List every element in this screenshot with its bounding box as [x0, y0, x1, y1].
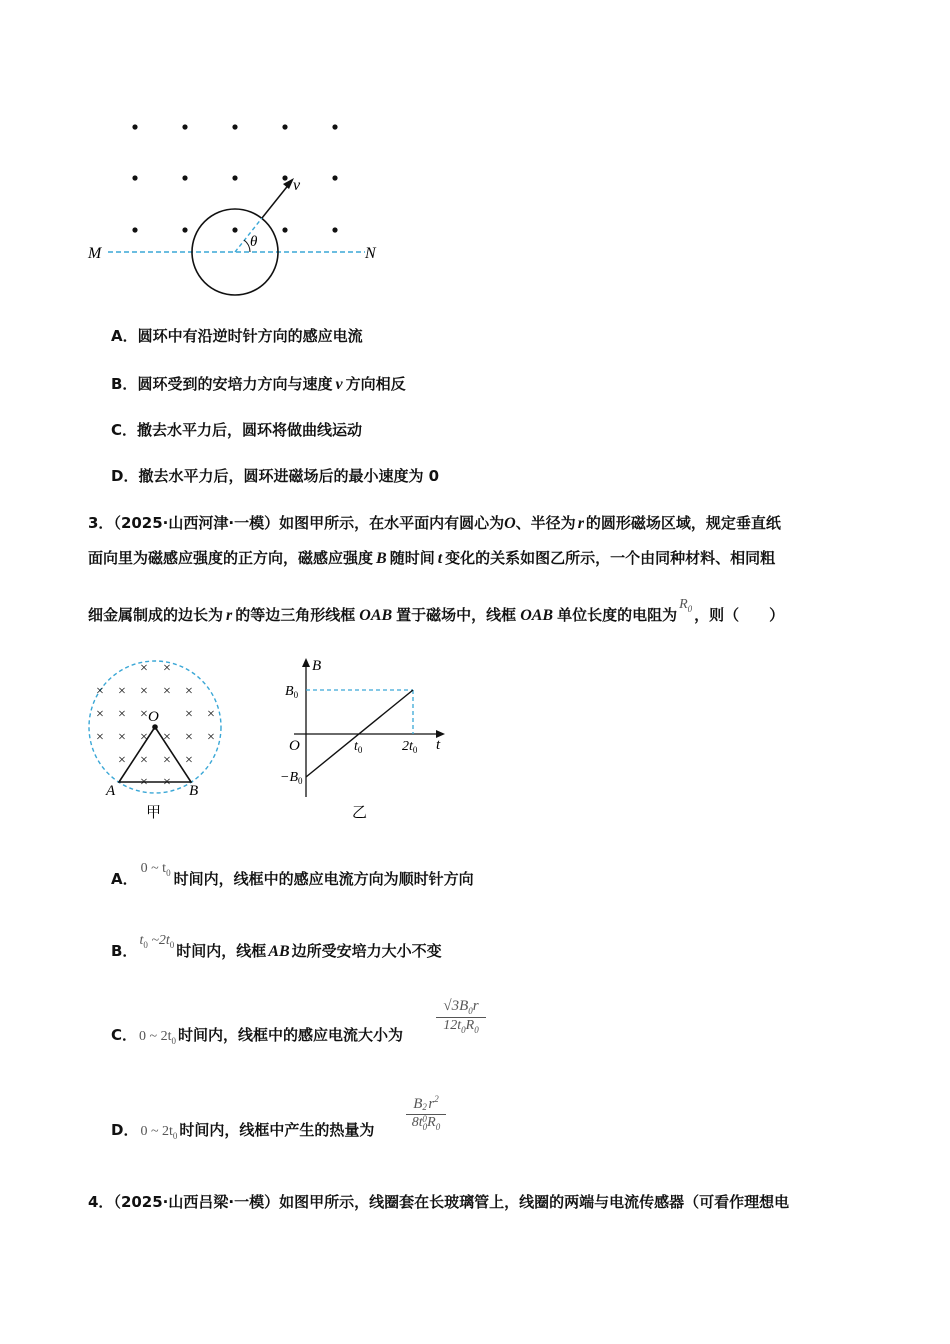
- stem-text: 如图甲所示，在水平面内有圆心为: [279, 514, 505, 532]
- math-text: ~2t: [147, 933, 170, 948]
- stem-text: 的等边三角形线框: [235, 606, 356, 624]
- stem-text: 如图甲所示，线圈套在长玻璃管上，线圈的两端与电流传感器（可看作理想电: [279, 1193, 790, 1211]
- fraction-denominator: [436, 1018, 486, 1035]
- math-text: 0 ~ 2t: [140, 1124, 173, 1139]
- svg-text:×: ×: [207, 707, 215, 722]
- stem-text: 细金属制成的边长为: [88, 606, 224, 624]
- figure-yi-graph: [282, 655, 452, 825]
- stem-text: 置于磁场中，线框: [396, 606, 517, 624]
- svg-text:×: ×: [96, 707, 104, 722]
- stem-text: 单位长度的电阻为: [557, 606, 678, 624]
- frac-text: r: [428, 1096, 435, 1112]
- frac-sub: 0: [468, 1006, 473, 1016]
- math-sub: 0: [169, 939, 175, 950]
- label-n: N: [365, 245, 376, 262]
- frac-sub: 0: [474, 1024, 479, 1035]
- var-b: B: [376, 550, 387, 567]
- q3-line-1: [88, 512, 781, 533]
- option-text: 撤去水平力后，圆环将做曲线运动: [137, 421, 363, 439]
- fraction-d: [406, 1094, 446, 1132]
- question-source: （2025·山西河津·一模）: [113, 514, 280, 532]
- fraction-c: [436, 998, 486, 1035]
- option-text: 方向相反: [345, 375, 406, 393]
- fraction-numerator: [436, 998, 486, 1018]
- q3-option-b: [111, 933, 442, 962]
- question-number: 4．: [88, 1193, 114, 1211]
- var-t: t: [437, 550, 443, 567]
- math-text: t: [139, 933, 144, 948]
- svg-text:×: ×: [96, 730, 104, 745]
- figure-jia: [82, 655, 232, 825]
- svg-text:×: ×: [163, 753, 171, 768]
- frac-sup: 2: [434, 1094, 439, 1104]
- math-expr: [138, 1124, 179, 1139]
- stem-text: 的圆形磁场区域，规定垂直纸: [585, 514, 781, 532]
- svg-text:×: ×: [185, 684, 193, 699]
- option-letter: A．: [111, 870, 138, 888]
- question-number: 3．: [88, 514, 114, 532]
- q3-line-2: [88, 547, 775, 568]
- r0-symbol: [677, 597, 694, 612]
- origin-label: O: [289, 738, 300, 754]
- svg-text:×: ×: [140, 661, 148, 676]
- frac-sup: 2: [422, 1102, 427, 1112]
- option-letter: D．: [111, 1121, 139, 1139]
- svg-text:×: ×: [118, 684, 126, 699]
- frac-text: R: [465, 1018, 475, 1033]
- velocity-arrow: [262, 183, 290, 218]
- radius-dashed: [235, 218, 262, 252]
- var-r: r: [577, 515, 584, 532]
- q3-option-d: [111, 1119, 374, 1141]
- q2-option-b: [111, 373, 406, 394]
- label-v: v: [293, 177, 301, 194]
- q4-line-1: [88, 1191, 789, 1212]
- q2-option-d: [111, 465, 439, 486]
- triangle-frame-oab: [119, 727, 191, 782]
- stem-text: 随时间: [389, 549, 435, 567]
- frac-sub: 0: [435, 1121, 441, 1132]
- svg-text:×: ×: [207, 730, 215, 745]
- q2-option-c: [111, 419, 362, 440]
- option-text: 时间内，线框中产生的热量为: [179, 1121, 375, 1139]
- svg-text:×: ×: [118, 707, 126, 722]
- option-letter: D．: [111, 467, 139, 485]
- frac-sub: 0: [422, 1114, 427, 1124]
- question-source: （2025·山西吕梁·一模）: [113, 1193, 280, 1211]
- svg-text:×: ×: [140, 707, 148, 722]
- tick-label-neg-b0: $-B_0$: [280, 770, 303, 786]
- var-r: r: [226, 607, 233, 624]
- r0-letter: R: [679, 597, 688, 612]
- label-b: B: [189, 783, 199, 799]
- var-o: O: [504, 515, 516, 532]
- frac-sub: 0: [461, 1024, 466, 1035]
- label-m: M: [88, 245, 102, 262]
- axis-label-b: B: [312, 658, 322, 674]
- svg-text:×: ×: [140, 730, 148, 745]
- option-text: 圆环中有沿逆时针方向的感应电流: [137, 327, 363, 345]
- label-o: O: [148, 709, 159, 725]
- svg-text:×: ×: [140, 753, 148, 768]
- option-letter: C．: [111, 1026, 138, 1044]
- var-v: v: [335, 376, 343, 393]
- frac-text: √3B: [443, 998, 469, 1014]
- frac-text: r: [472, 998, 479, 1014]
- option-text: 时间内，线框中的感应电流大小为: [177, 1026, 403, 1044]
- svg-text:×: ×: [140, 775, 148, 790]
- svg-text:×: ×: [163, 661, 171, 676]
- q2-option-a: [111, 325, 363, 346]
- r0-sub: 0: [687, 603, 693, 614]
- svg-text:×: ×: [96, 684, 104, 699]
- caption-jia: 甲: [146, 805, 162, 821]
- option-letter: A．: [111, 327, 138, 345]
- q3-line-3: [88, 597, 785, 626]
- option-text: 圆环受到的安培力方向与速度: [137, 375, 333, 393]
- frac-text: R: [427, 1115, 436, 1130]
- axis-label-t: t: [436, 737, 441, 753]
- svg-text:×: ×: [163, 684, 171, 699]
- option-text: 撤去水平力后，圆环进磁场后的最小速度为 0: [138, 467, 440, 485]
- option-text: 边所受安培力大小不变: [291, 942, 442, 960]
- math-expr: [138, 861, 174, 876]
- svg-text:×: ×: [163, 775, 171, 790]
- option-text: 时间内，线框中的感应电流方向为顺时针方向: [173, 870, 474, 888]
- math-text: 0 ~ t: [140, 861, 167, 876]
- svg-text:×: ×: [185, 707, 193, 722]
- frac-text: 12t: [443, 1018, 462, 1033]
- frac-text: 8t: [411, 1115, 423, 1130]
- tick-label-b0: $B_0$: [285, 684, 299, 700]
- option-letter: B．: [111, 942, 138, 960]
- stem-text: 面向里为磁感应强度的正方向，磁感应强度: [88, 549, 374, 567]
- y-axis-arrow-icon: [302, 658, 310, 667]
- label-theta: θ: [250, 234, 258, 250]
- figure-ring-field: [80, 110, 390, 310]
- option-letter: C．: [111, 421, 138, 439]
- math-sub: 0: [172, 1130, 178, 1141]
- math-sub: 0: [171, 1035, 176, 1046]
- frac-text: B: [413, 1096, 423, 1112]
- label-a: A: [106, 783, 116, 799]
- math-text: 0 ~ 2t: [139, 1029, 172, 1044]
- math-expr: [137, 1029, 178, 1044]
- stem-text: 、半径为: [515, 514, 576, 532]
- tick-label-2t0: $2t_0$: [402, 739, 418, 755]
- caption-yi: 乙: [352, 805, 368, 821]
- svg-text:×: ×: [118, 730, 126, 745]
- option-letter: B．: [111, 375, 138, 393]
- q3-option-c: [111, 1024, 403, 1046]
- frac-sub: 0: [422, 1121, 428, 1132]
- math-expr: [137, 933, 176, 948]
- svg-text:×: ×: [185, 753, 193, 768]
- tick-label-t0: $t_0$: [354, 739, 363, 755]
- field-dots: [132, 124, 337, 232]
- stem-text: 变化的关系如图乙所示，一个由同种材料、相同粗: [445, 549, 776, 567]
- q3-option-a: [111, 861, 474, 890]
- var-oab: OAB: [520, 607, 554, 624]
- svg-text:×: ×: [140, 684, 148, 699]
- svg-text:×: ×: [163, 730, 171, 745]
- stem-text: ，则（ ）: [694, 606, 785, 624]
- svg-text:×: ×: [118, 753, 126, 768]
- var-ab: AB: [268, 943, 290, 960]
- var-oab: OAB: [359, 607, 393, 624]
- option-text: 时间内，线框: [176, 942, 267, 960]
- center-point-o: [152, 724, 158, 730]
- svg-text:×: ×: [185, 730, 193, 745]
- math-sub: 0: [166, 867, 171, 878]
- math-sub: 0: [143, 939, 148, 950]
